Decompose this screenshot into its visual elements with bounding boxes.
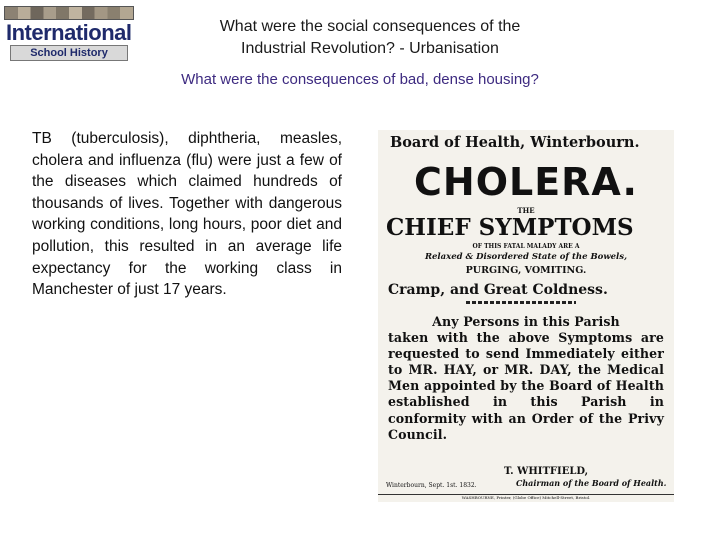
- poster-notice-paragraph: [388, 314, 664, 443]
- logo-portrait-strip: [4, 6, 134, 20]
- cholera-poster-image: [378, 130, 674, 502]
- poster-the: THE: [517, 206, 535, 215]
- poster-of-this: OF THIS FATAL MALADY ARE A: [472, 243, 580, 250]
- poster-chief-symptoms: CHIEF SYMPTOMS: [386, 214, 634, 241]
- poster-relaxed: Relaxed & Disordered State of the Bowels,: [424, 252, 628, 262]
- poster-chairman: Chairman of the Board of Health.: [516, 478, 667, 488]
- poster-cramp: Cramp, and Great Coldness.: [388, 282, 608, 298]
- slide-title-line-1: What were the social consequences of the: [219, 18, 521, 35]
- slide-title-line-2: Industrial Revolution? - Urbanisation: [241, 40, 499, 57]
- poster-notice-first-line: Any Persons in this Parish: [432, 314, 620, 329]
- logo-line-1: International: [6, 20, 132, 45]
- body-paragraph: TB (tuberculosis), diphtheria, measles, cholera and influenza (flu) were just a few of the diseases which claimed hundreds of thousands of lives. Together with dangerous working conditions, long hours, poor diet and pollution, this resulted in an average life expectancy for the working class in Manchester of just 17 years.: [32, 130, 342, 299]
- slide-title: [150, 16, 590, 60]
- poster-board-line: Board of Health, Winterbourn.: [390, 134, 640, 151]
- slide-subtitle: What were the consequences of bad, dense housing?: [181, 71, 539, 88]
- poster-cholera-heading: CHOLERA.: [414, 160, 638, 204]
- poster-notice-body: taken with the above Symptoms are requested to send Immediately either to MR. HAY, or MR. DAY, the Medical Men appointed by the Board of Health established in this Parish in conformity with an Order of the Privy Council.: [388, 330, 664, 442]
- site-logo: [4, 6, 134, 62]
- poster-printer: WASHBOURNE, Printer, (Globe Office) Mitchell-Street, Bristol.: [378, 494, 674, 500]
- logo-line-2: School History: [10, 45, 128, 61]
- poster-divider: [466, 301, 576, 304]
- poster-purging: PURGING, VOMITING.: [465, 265, 587, 276]
- poster-signer: T. WHITFIELD,: [504, 466, 589, 477]
- poster-date: Winterbourn, Sept. 1st. 1832.: [386, 482, 477, 489]
